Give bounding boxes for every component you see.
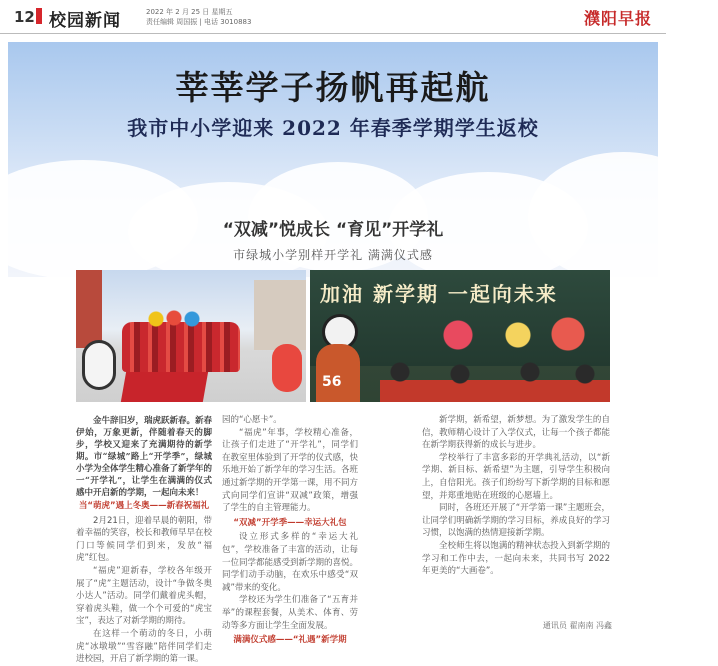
- paragraph: “福虎”年事，学校精心准备，让孩子们走进了“开学礼”，同学们在教室里体验到了开学的仪式感，快乐地开始了新学年的学习生活。各班通过新学期的开学第一课，用不同方式向同学们宣讲“双减”政策，增强了学生的自主管理能力。: [222, 427, 359, 514]
- teacher-figure: [316, 344, 360, 402]
- building-right: [254, 280, 306, 350]
- paragraph: “福虎”迎新春，学校各年级开展了“虎”主题活动，设计“争做冬奥小达人”活动。同学们戴着虎头帽，穿着虎头鞋，做一个个可爱的“虎宝宝”，表达了对新学期的期待。: [76, 565, 212, 627]
- chalkboard-slogan: 加油 新学期 一起向未来: [320, 282, 558, 306]
- paragraph: 同时，各班还开展了“开学第一课”主题班会，让同学们明确新学期的学习目标，养成良好的学习习惯，以饱满的热情迎接新学期。: [422, 503, 610, 539]
- article-headline: “双减”悦成长 “育见”开学礼: [222, 220, 444, 240]
- main-subtitle: 我市中小学迎来 2022 年春季学期学生返校: [127, 116, 539, 140]
- paragraph: 2月21日，迎着早晨的朝阳，带着幸福的笑容，校长和教师早早在校门口等候同学们到来，发放“福虎”红包。: [76, 515, 213, 564]
- article-lead: 金牛辞旧岁，瑞虎跃新春。新春伊始，万象更新，伴随着春天的脚步，学校又迎来了充满期待的新学期。市“绿城”路上“开学季”，绿城小学为全体学生精心准备了新学年的一“开学礼”，让学生在满满的仪式感中开启新的学期，一起向未来！: [76, 416, 213, 498]
- paragraph: 在这样一个萌动的冬日，小萌虎“冰墩墩”“雪容融”陪伴同学们走进校园，开启了新学期的第一课。: [76, 628, 212, 665]
- section-heading-3: 满满仪式感——“礼遇”新学期: [233, 635, 347, 646]
- main-title: 莘莘学子扬帆再起航: [175, 68, 491, 107]
- building-left: [76, 270, 102, 348]
- article-subheadline: 市绿城小学别样开学礼 满满仪式感: [233, 248, 433, 262]
- headline-banner: [8, 42, 658, 277]
- paragraph: 全校师生将以饱满的精神状态投入到新学期的学习和工作中去，一起向未来，共同书写 2022 年更美的“大画卷”。: [422, 540, 610, 577]
- page-number: 12: [14, 8, 35, 26]
- page-header: [0, 0, 666, 34]
- section-heading-2: “双减”开学季——幸运大礼包: [233, 517, 347, 528]
- paragraph: 设立形式多样的“幸运大礼包”，学校准备了丰富的活动，让每一位同学都能感受到新学期的喜悦。同学们动手动脑，在欢乐中感受“双减”带来的变化。: [222, 532, 359, 593]
- bing-dwen-dwen-mascot: [82, 340, 116, 390]
- section-title: 校园新闻: [49, 11, 121, 31]
- paragraph: 园的“心愿卡”。: [222, 415, 282, 425]
- children-group: [380, 362, 610, 402]
- photo-chalkboard-drawing: [310, 270, 610, 402]
- student-group: [122, 322, 240, 372]
- paragraph: 新学期，新希望，新梦想。为了激发学生的自信，教师精心设计了入学仪式，让每一个孩子都能在新学期获得新的成长与进步。: [422, 415, 610, 451]
- shuey-rhon-rhon-mascot: [272, 344, 302, 392]
- jersey-number: 56: [322, 374, 342, 390]
- article-column-1: [76, 414, 213, 665]
- article-column-2: [222, 414, 359, 646]
- section-heading-1: 当“萌虎”遇上冬奥——新春祝福礼: [78, 501, 210, 511]
- issue-date: 2022 年 2 月 25 日 星期五: [146, 8, 233, 16]
- issue-meta: [146, 7, 251, 27]
- balloon-cluster: [146, 310, 206, 328]
- paragraph: 学校还为学生们准备了“五育并举”的课程套餐，从美术、体育、劳动等多方面让学生全面发展。: [222, 595, 358, 631]
- article-author: 通讯员 翟南南 冯鑫: [542, 621, 612, 630]
- photo-students-ceremony: [76, 270, 306, 402]
- newspaper-logo: 濮阳早报: [583, 9, 652, 28]
- chalkboard-art: [428, 310, 588, 360]
- page-number-accent: [36, 8, 42, 24]
- issue-editor: 责任编辑 周国振 | 电话 3010883: [146, 18, 252, 26]
- article-column-3: [422, 414, 610, 634]
- paragraph: 学校举行了丰富多彩的开学典礼活动，以“新学期、新目标、新希望”为主题，引导学生积极向上，自信阳光。孩子们纷纷写下新学期的目标和愿望，并郑重地贴在班级的心愿墙上。: [422, 452, 610, 501]
